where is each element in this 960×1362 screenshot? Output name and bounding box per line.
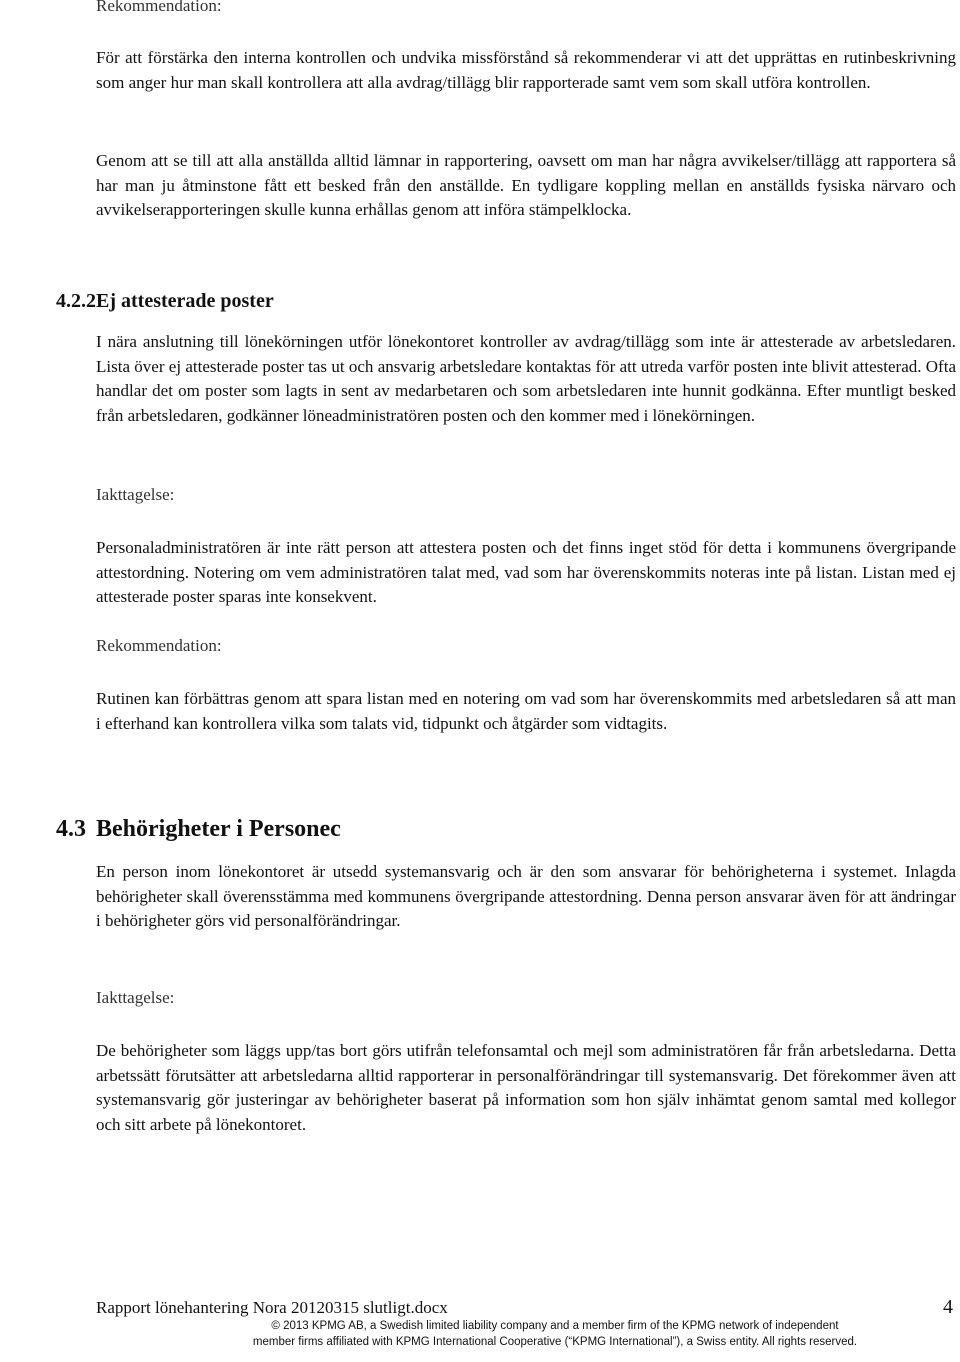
recommendation-label: Rekommendation: [96, 0, 222, 15]
body-paragraph: I nära anslutning till lönekörningen utför lönekontoret kontroller av avdrag/tillägg som inte är attesterade av arbetsledaren. Lista över ej attesterade poster tas ut och ansvarig arbetsledare kontaktas för att utreda varför posten inte blivit attesterad. Ofta handlar det om poster som lagts in sent av medarbetaren och som arbetsledaren inte hunnit godkänna. Efter muntligt besked från arbetsledaren, godkänner löneadministratören posten och den kommer med i lönekörningen. [96, 332, 956, 425]
observation-paragraph: Personaladministratören är inte rätt person att attestera posten och det finns inget stöd för detta i kommunens övergripande attestordning. Notering om vem administratören talat med, vad som har överenskommits noteras inte på listan. Listan med ej attesterade poster sparas inte konsekvent. [96, 538, 956, 607]
page-number: 4 [943, 1296, 953, 1318]
section-heading: Ej attesterade poster [96, 290, 274, 312]
recommendation-paragraph: Rutinen kan förbättras genom att spara listan med en notering om vad som har överenskommits med arbetsledaren så att man i efterhand kan kontrollera vilka som talats vid, tidpunkt och åtgärder som vidtagits. [96, 689, 956, 733]
body-paragraph: En person inom lönekontoret är utsedd systemansvarig och är den som ansvarar för behörigheterna i systemet. Inlagda behörigheter skall överensstämma med kommunens övergripande attestordning. Denna person ansvarar även för att ändringar i behörigheter görs vid personalförändringar. [96, 862, 956, 931]
recommendation-paragraph: Genom att se till att alla anställda alltid lämnar in rapportering, oavsett om man har några avvikelser/tillägg att rapportera så har man ju åtminstone fått ett besked från den anställde. En tydligare koppling mellan en anställds fysiska närvaro och avvikelserapporteringen skulle kunna erhållas genom att införa stämpelklocka. [96, 151, 956, 220]
observation-label: Iakttagelse: [96, 988, 175, 1007]
recommendation-label: Rekommendation: [96, 636, 222, 655]
section-heading: Behörigheter i Personec [96, 816, 341, 842]
observation-paragraph: De behörigheter som läggs upp/tas bort görs utifrån telefonsamtal och mejl som administratören får från arbetsledarna. Detta arbetssätt förutsätter att arbetsledarna alltid rapporterar in personalförändringar till systemansvarig. Det förekommer även att systemansvarig gör justeringar av behörigheter baserat på information som hon själv inhämtat genom samtal med kollegor och sitt arbete på lönekontoret. [96, 1041, 956, 1134]
recommendation-paragraph: För att förstärka den interna kontrollen och undvika missförstånd så rekommenderar vi att det upprättas en rutinbeskrivning som anger hur man skall kontrollera att alla avdrag/tillägg blir rapporterade samt vem som skall utföra kontrollen. [96, 48, 956, 92]
observation-label: Iakttagelse: [96, 485, 175, 504]
footer-copyright: © 2013 KPMG AB, a Swedish limited liability company and a member firm of the KPMG network of independent member firms affiliated with KPMG International Cooperative (“KPMG International”), a Swiss entity. All rights reserved. [252, 1320, 858, 1348]
section-number: 4.3 [56, 816, 86, 842]
section-number: 4.2.2 [56, 290, 96, 312]
footer-document-name: Rapport lönehantering Nora 20120315 slutligt.docx [96, 1298, 448, 1317]
